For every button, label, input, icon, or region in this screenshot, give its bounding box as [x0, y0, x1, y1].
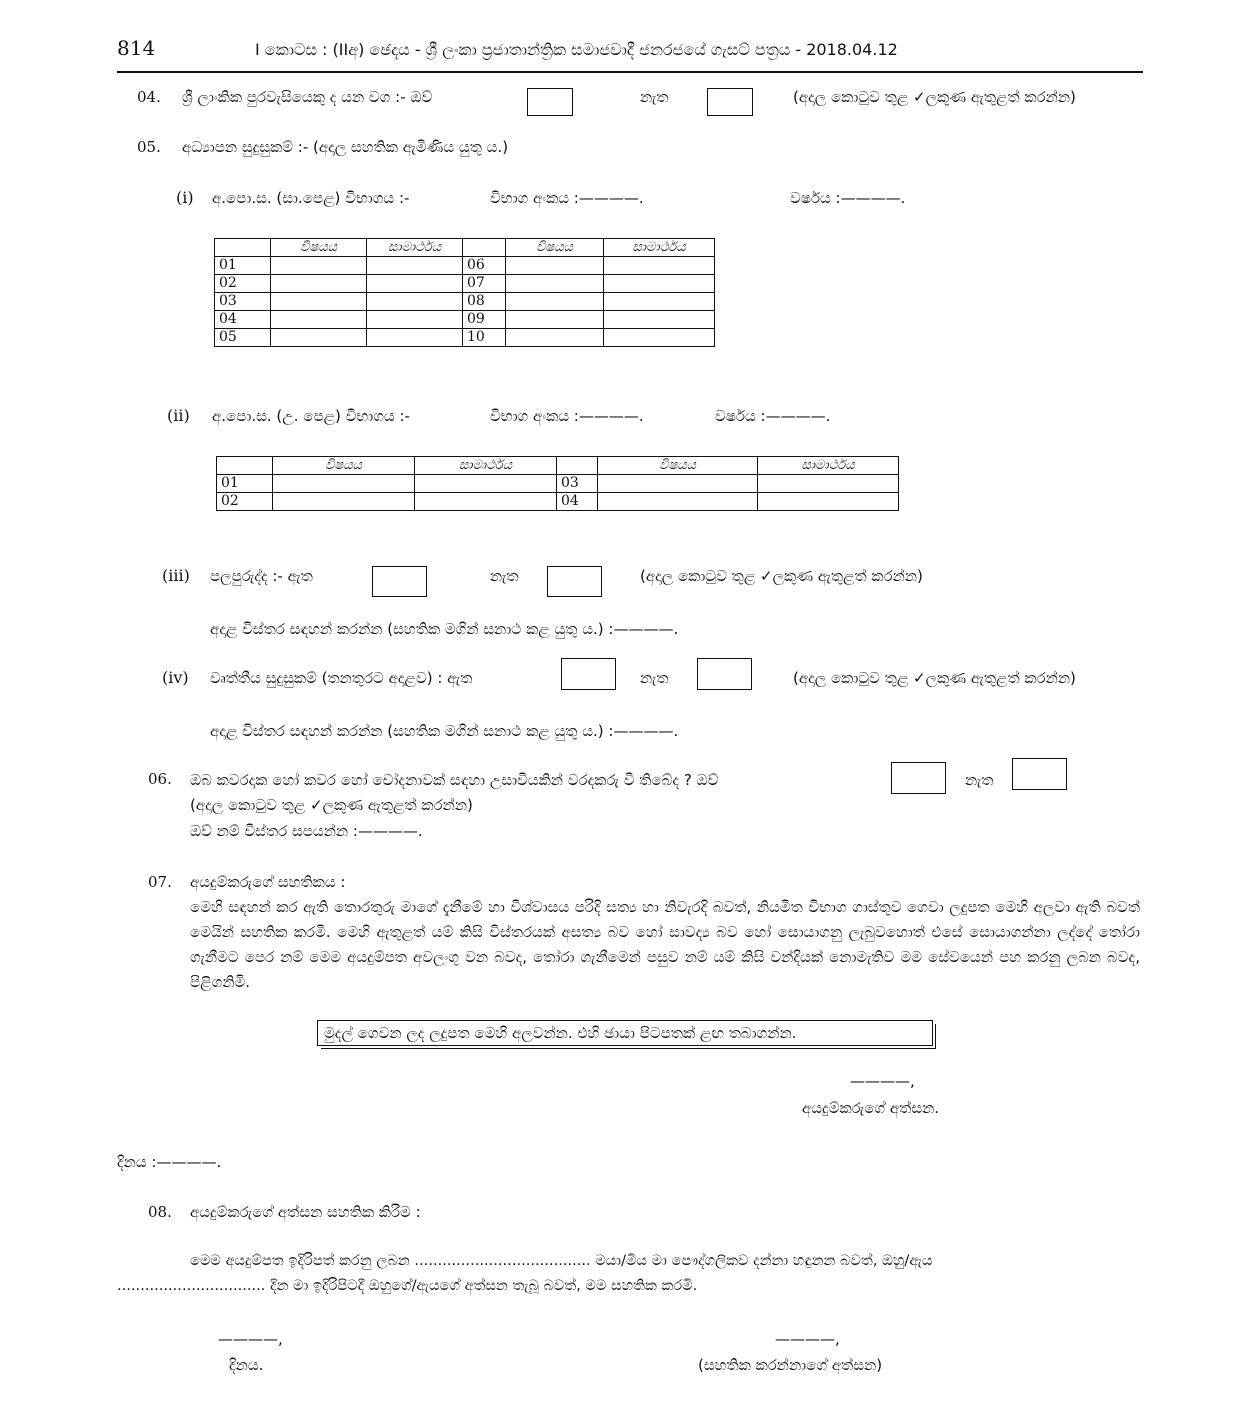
header-rule: [117, 71, 1143, 73]
subject-cell[interactable]: [506, 257, 604, 275]
grade-cell[interactable]: [415, 475, 557, 493]
page-number: 814: [117, 36, 156, 60]
subject-cell[interactable]: [271, 275, 367, 293]
conviction-question: ඔබ කවරදාක හෝ කවර හෝ චෝදනාවක් සඳහා උසාවියකින් වරදකරු වී තිබේද ? ඔව්: [190, 771, 719, 789]
ol-header-grade: සාමාර්ථය: [367, 239, 463, 257]
subject-cell[interactable]: [506, 329, 604, 347]
ol-exam-label: අ.පො.ස. (සා.පෙළ) විභාගය :-: [212, 189, 410, 207]
grade-cell[interactable]: [604, 311, 715, 329]
subject-cell[interactable]: [271, 257, 367, 275]
experience-no-checkbox[interactable]: [547, 566, 602, 597]
professional-no-label: නැත: [640, 669, 669, 687]
row-number: 10: [463, 329, 506, 347]
ol-header-blank: [215, 239, 271, 257]
al-item-number: (ii): [167, 406, 190, 425]
ol-item-number: (i): [176, 188, 194, 207]
row-number: 01: [217, 475, 273, 493]
subject-cell[interactable]: [598, 493, 758, 511]
table-row: [215, 257, 715, 275]
ol-index-number-field[interactable]: විභාග අංකය :————.: [490, 189, 644, 207]
certifier-date-line[interactable]: ————,: [218, 1330, 283, 1348]
certifier-signature-label: (සහතික කරන්නාගේ අත්සන): [698, 1356, 883, 1374]
signature-certification-title: අයදුම්කරුගේ අත්සන සහතික කිරීම :: [190, 1203, 421, 1221]
certifier-date-label: දිනය.: [229, 1356, 264, 1374]
gazette-header-title: I කොටස : (IIඅ) ඡෙදය - ශ්‍රී ලංකා ප්‍රජාතාන්ත්‍රික සමාජවාදී ජනරජයේ ගැසට් පත්‍රය - 2018.04.12: [255, 40, 898, 59]
ol-table-header-row: [215, 239, 715, 257]
grade-cell[interactable]: [604, 275, 715, 293]
section-08-number: 08.: [148, 1203, 172, 1221]
grade-cell[interactable]: [604, 329, 715, 347]
row-number: 08: [463, 293, 506, 311]
grade-cell[interactable]: [367, 311, 463, 329]
subject-cell[interactable]: [506, 293, 604, 311]
grade-cell[interactable]: [367, 329, 463, 347]
date-field[interactable]: දිනය :————.: [117, 1153, 222, 1171]
table-row: [215, 275, 715, 293]
grade-cell[interactable]: [367, 275, 463, 293]
professional-no-checkbox[interactable]: [697, 658, 752, 690]
experience-yes-checkbox[interactable]: [372, 566, 427, 597]
grade-cell[interactable]: [415, 493, 557, 511]
experience-note: (අදාල කොටුව තුළ ✓ලකුණ ඇතුළත් කරන්න): [640, 567, 923, 585]
subject-cell[interactable]: [506, 275, 604, 293]
al-index-number-field[interactable]: විභාග අංකය :————.: [490, 407, 644, 425]
experience-label: පලපුරුද්ද :- ඇත: [210, 567, 313, 585]
al-header-blank-2: [557, 457, 598, 475]
section-05-number: 05.: [137, 138, 161, 156]
conviction-no-checkbox[interactable]: [1012, 758, 1067, 790]
table-row: [217, 475, 899, 493]
al-header-subject: විෂයය: [273, 457, 415, 475]
citizenship-yes-checkbox[interactable]: [527, 88, 573, 116]
row-number: 05: [215, 329, 271, 347]
ol-header-grade-2: සාමාර්ථය: [604, 239, 715, 257]
applicant-signature-line[interactable]: ————,: [850, 1072, 915, 1090]
ol-year-field[interactable]: වර්ෂය :————.: [790, 189, 906, 207]
table-row: [215, 329, 715, 347]
row-number: 02: [217, 493, 273, 511]
grade-cell[interactable]: [367, 257, 463, 275]
grade-cell[interactable]: [604, 293, 715, 311]
certification-line-2: ................................ දින මා ඉදිරිපිටදී ඔහුගේ/ඇයගේ අත්සන තැබූ බවත්, මම සහතික කරමි.: [117, 1277, 698, 1294]
grade-cell[interactable]: [758, 493, 899, 511]
subject-cell[interactable]: [271, 329, 367, 347]
citizenship-question: ශ්‍රී ලාංකික පුරවැසියෙකු ද යන වග :- ඔව්: [182, 88, 433, 106]
table-row: [215, 311, 715, 329]
subject-cell[interactable]: [598, 475, 758, 493]
conviction-note: (අදාල කොටුව තුළ ✓ලකුණ ඇතුළත් කරන්න): [190, 796, 473, 814]
professional-yes-checkbox[interactable]: [561, 658, 616, 690]
conviction-yes-checkbox[interactable]: [891, 762, 946, 794]
row-number: 01: [215, 257, 271, 275]
experience-item-number: (iii): [162, 566, 190, 585]
subject-cell[interactable]: [506, 311, 604, 329]
al-results-table: [216, 456, 899, 511]
al-table-header-row: [217, 457, 899, 475]
al-header-subject-2: විෂයය: [598, 457, 758, 475]
citizenship-note: (අදාල කොටුව තුළ ✓ලකුණ ඇතුළත් කරන්න): [793, 88, 1076, 106]
table-row: [215, 293, 715, 311]
ol-header-blank-2: [463, 239, 506, 257]
ol-header-subject-2: විෂයය: [506, 239, 604, 257]
subject-cell[interactable]: [273, 493, 415, 511]
receipt-paste-notice: මුදල් ගෙවන ලද ලදුපත මෙහි අලවන්න. එහි ඡායා පිටපතක් ළඟ තබාගන්න.: [317, 1020, 933, 1046]
section-07-number: 07.: [148, 873, 172, 891]
al-header-grade-2: සාමාර්ථය: [758, 457, 899, 475]
table-row: [217, 493, 899, 511]
grade-cell[interactable]: [367, 293, 463, 311]
citizenship-no-label: නැත: [640, 88, 669, 106]
al-exam-label: අ.පො.ස. (උ. පෙළ) විභාගය :-: [212, 407, 410, 425]
professional-note: (අදාල කොටුව තුළ ✓ලකුණ ඇතුළත් කරන්න): [793, 669, 1076, 687]
professional-label: වෘත්තීය සුදුසුකම් (තනතුරට අදාළව) : ඇත: [210, 669, 473, 687]
subject-cell[interactable]: [271, 311, 367, 329]
applicant-certificate-title: අයදුම්කරුගේ සහතිකය :: [190, 873, 346, 891]
grade-cell[interactable]: [758, 475, 899, 493]
row-number: 09: [463, 311, 506, 329]
experience-no-label: නැත: [490, 567, 519, 585]
citizenship-no-checkbox[interactable]: [707, 88, 753, 116]
row-number: 02: [215, 275, 271, 293]
section-04-number: 04.: [137, 88, 161, 106]
grade-cell[interactable]: [604, 257, 715, 275]
professional-details-field[interactable]: අදාළ විස්තර සඳහන් කරන්න (සහතික මගින් සනාථ කළ යුතු ය.) :————.: [210, 722, 679, 740]
experience-details-field[interactable]: අදාළ විස්තර සඳහන් කරන්න (සහතික මගින් සනාථ කළ යුතු ය.) :————.: [210, 620, 679, 638]
ol-header-subject: විෂයය: [271, 239, 367, 257]
certifier-signature-line[interactable]: ————,: [775, 1330, 840, 1348]
conviction-no-label: නැත: [965, 771, 994, 789]
applicant-signature-label: අයදුම්කරුගේ අත්සන.: [802, 1099, 940, 1117]
row-number: 06: [463, 257, 506, 275]
ol-results-table: [214, 238, 715, 347]
row-number: 03: [215, 293, 271, 311]
subject-cell[interactable]: [271, 293, 367, 311]
conviction-details-field[interactable]: ඔව් නම් විස්තර සපයන්න :————.: [190, 822, 423, 840]
applicant-certificate-body: මෙහි සඳහන් කර ඇති තොරතුරු මාගේ දැනීමේ හා විශ්වාසය පරිදි සත්‍ය හා නිවැරදි බවත්, නියමිත විභාග ගාස්තුව ගෙවා ලදුපත මෙහි අලවා ඇති බවත් මෙයින් සහතික කරමි. මෙහි ඇතුළත් යම් කිසි විස්තරයක් අසත්‍ය බව හෝ සාවද්‍ය බව හෝ සොයාගනු ලැබුවහොත් එසේ සොයාගන්නා ලද්දේ තෝරා ගැනීමට පෙර නම් මෙම අයදුම්පත අවලංගු වන බවද, තෝරා ගැනීමෙන් පසුව නම් යම් කිසි වන්දියක් නොමැතිව මම සේවයෙන් පහ කරනු ලබන බවද, පිළිගනිමි.: [190, 898, 1140, 991]
education-qualifications-heading: අධ්‍යාපන සුදුසුකම් :- (අදාල සහතික ඇමිණිය යුතු ය.): [182, 138, 509, 156]
row-number: 04: [557, 493, 598, 511]
professional-item-number: (iv): [162, 668, 189, 687]
row-number: 07: [463, 275, 506, 293]
row-number: 04: [215, 311, 271, 329]
al-header-blank: [217, 457, 273, 475]
al-header-grade: සාමාර්ථය: [415, 457, 557, 475]
subject-cell[interactable]: [273, 475, 415, 493]
row-number: 03: [557, 475, 598, 493]
certification-line-1: මෙම අයදුම්පත ඉදිරිපත් කරනු ලබන ...................................... මයා/මිය මා පෞද්ගලිකව දන්නා හඳුනන බවත්, ඔහු/ඇය: [190, 1252, 933, 1269]
al-year-field[interactable]: වර්ෂය :————.: [715, 407, 831, 425]
section-06-number: 06.: [148, 770, 172, 788]
